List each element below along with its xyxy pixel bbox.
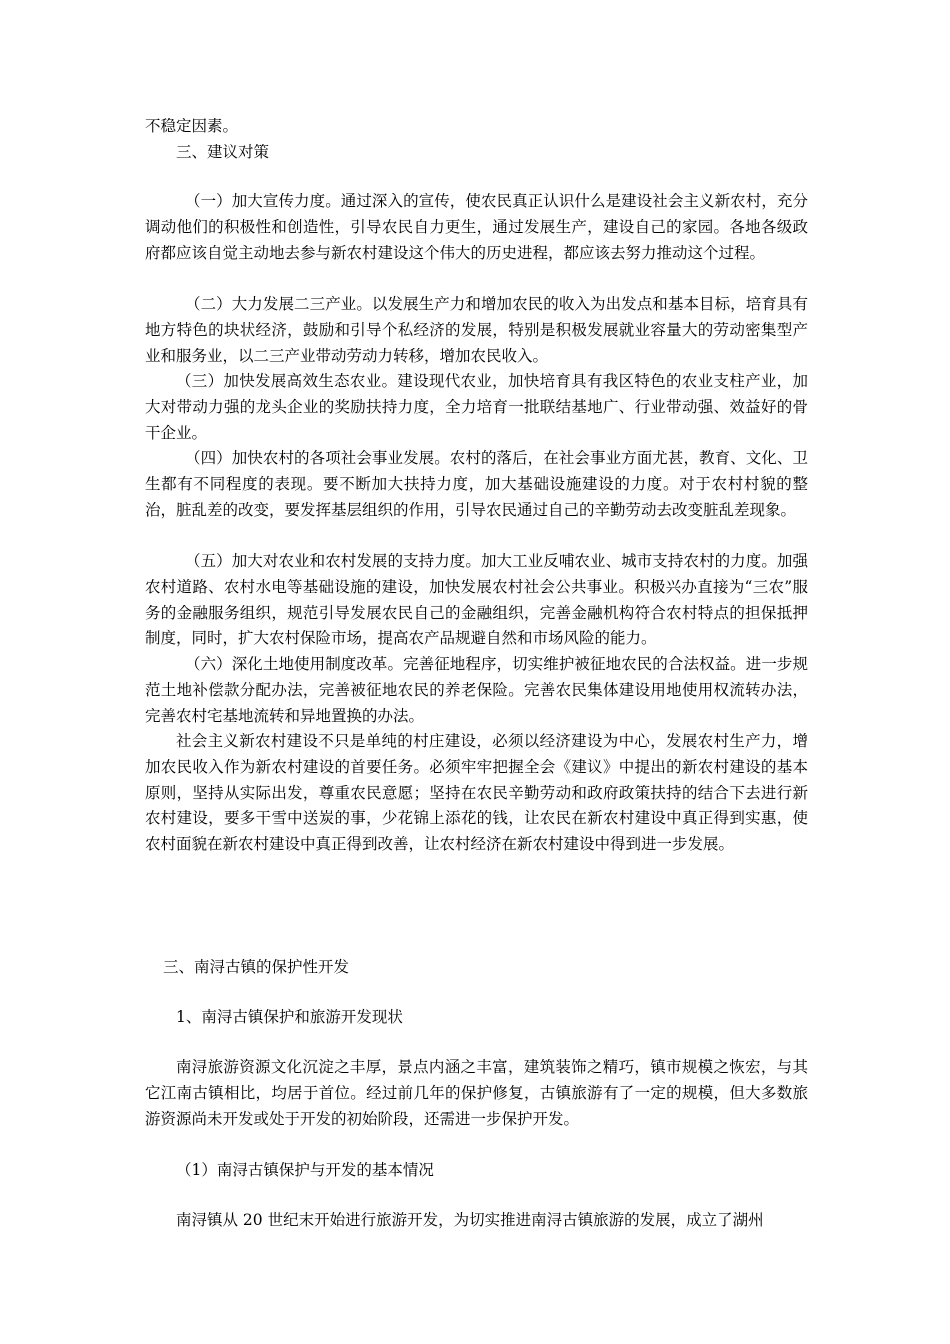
section-heading-nanxun: 三、南浔古镇的保护性开发 — [163, 958, 350, 976]
paragraph-nanxun-resources: 南浔旅游资源文化沉淀之丰厚，景点内涵之丰富，建筑装饰之精巧，镇市规模之恢宏，与其它江南古镇相比，均居于首位。经过前几年的保护修复，古镇旅游有了一定的规模，但大多数旅游资源尚未开发或处于开发的初始阶段，还需进一步保护开发。 — [145, 1058, 808, 1128]
paragraph-social-affairs: （四）加快农村的各项社会事业发展。农村的落后，在社会事业方面尤甚，教育、文化、卫生都有不同程度的表现。要不断加大扶持力度，加大基础设施建设的力度。对于农村村貌的整治，脏乱差的改变，要发挥基层组织的作用，引导农民通过自己的辛勤劳动去改变脏乱差现象。 — [145, 449, 808, 519]
subsection-heading-status: 1、南浔古镇保护和旅游开发现状 — [176, 1008, 403, 1026]
paragraph-nanxun-development: 南浔镇从 20 世纪末开始进行旅游开发，为切实推进南浔古镇旅游的发展，成立了湖州 — [176, 1211, 764, 1229]
paragraph-land-reform: （六）深化土地使用制度改革。完善征地程序，切实维护被征地农民的合法权益。进一步规范土地补偿款分配办法，完善被征地农民的养老保险。完善农民集体建设用地使用权流转办法，完善农村宅基地流转和异地置换的办法。 — [145, 655, 808, 725]
paragraph-conclusion: 社会主义新农村建设不只是单纯的村庄建设，必须以经济建设为中心，发展农村生产力，增加农民收入作为新农村建设的首要任务。必须牢牢把握全会《建议》中提出的新农村建设的基本原则，坚持从实际出发，尊重农民意愿；坚持在农民辛勤劳动和政府政策扶持的结合下去进行新农村建设，要多干雪中送炭的事，少花锦上添花的钱，让农民在新农村建设中真正得到实惠，使农村面貌在新农村建设中真正得到改善，让农村经济在新农村建设中得到进一步发展。 — [145, 732, 808, 854]
paragraph-industry: （二）大力发展二三产业。以发展生产力和增加农民的收入为出发点和基本目标，培育具有地方特色的块状经济，鼓励和引导个私经济的发展，特别是积极发展就业容量大的劳动密集型产业和服务业，以二三产业带动劳动力转移，增加农民收入。 — [145, 295, 808, 365]
paragraph-agriculture: （三）加快发展高效生态农业。建设现代农业，加快培育具有我区特色的农业支柱产业，加大对带动力强的龙头企业的奖励扶持力度，全力培育一批联结基地广、行业带动强、效益好的骨干企业。 — [145, 372, 808, 442]
paragraph-publicity: （一）加大宣传力度。通过深入的宣传，使农民真正认识什么是建设社会主义新农村，充分调动他们的积极性和创造性，引导农民自力更生，通过发展生产，建设自己的家园。各地各级政府都应该自觉主动地去参与新农村建设这个伟大的历史进程，都应该去努力推动这个过程。 — [145, 192, 808, 262]
paragraph-support: （五）加大对农业和农村发展的支持力度。加大工业反哺农业、城市支持农村的力度。加强农村道路、农村水电等基础设施的建设，加快发展农村社会公共事业。积极兴办直接为“三农”服务的金融服务组织，规范引导发展农民自己的金融组织，完善金融机构符合农村特点的担保抵押制度，同时，扩大农村保险市场，提高农产品规避自然和市场风险的能力。 — [145, 552, 808, 648]
paragraph-fragment: 不稳定因素。 — [145, 117, 239, 135]
subsection-heading-basic: （1）南浔古镇保护与开发的基本情况 — [176, 1161, 434, 1179]
section-heading-suggestions: 三、建议对策 — [176, 143, 270, 161]
